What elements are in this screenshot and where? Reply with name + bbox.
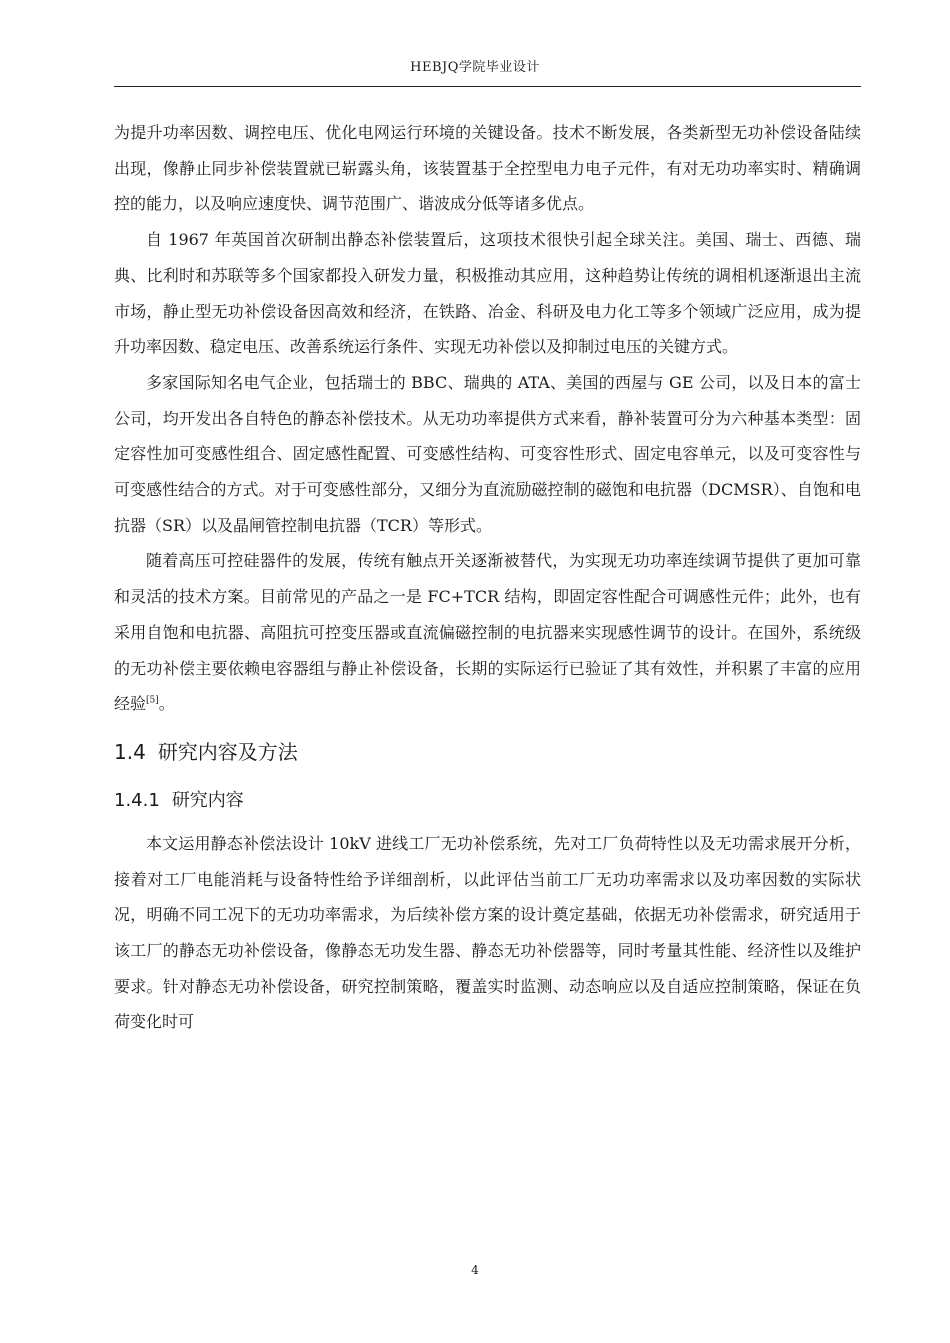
paragraph-research-content: 本文运用静态补偿法设计 10kV 进线工厂无功补偿系统，先对工厂负荷特性以及无功需求展开分析，接着对工厂电能消耗与设备特性给予详细剖析，以此评估当前工厂无功功率需求以及功率因数的实际状况，明确不同工况下的无功功率需求，为后续补偿方案的设计奠定基础，依据无功补偿需求，研究适用于该工厂的静态无功补偿设备，像静态无功发生器、静态无功补偿器等，同时考量其性能、经济性以及维护要求。针对静态无功补偿设备，研究控制策略，覆盖实时监测、动态响应以及自适应控制策略，保证在负荷变化时可 [114, 833, 861, 1032]
paragraph-thyristor-text: 随着高压可控硅器件的发展，传统有触点开关逐渐被替代，为实现无功功率连续调节提供了更加可靠和灵活的技术方案。目前常见的产品之一是 FC+TCR 结构，即固定容性配合可调感性元件；此外，也有采用自饱和电抗器、高阻抗可控变压器或直流偏磁控制的电抗器来实现感性调节的设计。在国外，系统级的无功补偿主要依赖电容器组与静止补偿设备，长期的实际运行已验证了其有效性，并积累了丰富的应用经验 [114, 551, 861, 714]
subsection-number: 1.4.1 [114, 789, 160, 811]
section-heading [114, 728, 861, 776]
page-body [114, 115, 861, 1040]
citation-ref: [5] [146, 695, 159, 706]
subsection-heading [114, 776, 861, 826]
page-number: 4 [471, 1263, 479, 1277]
paragraph-history: 自 1967 年英国首次研制出静态补偿装置后，这项技术很快引起全球关注。美国、瑞士、西德、瑞典、比利时和苏联等多个国家都投入研发力量，积极推动其应用，这种趋势让传统的调相机逐渐退出主流市场，静止型无功补偿设备因高效和经济，在铁路、冶金、科研及电力化工等多个领域广泛应用，成为提升功率因数、稳定电压、改善系统运行条件、实现无功补偿以及抑制过电压的关键方式。 [114, 230, 861, 357]
section-number: 1.4 [114, 739, 146, 764]
header-divider [114, 86, 861, 87]
paragraph-thyristor [114, 543, 861, 722]
section-title: 研究内容及方法 [157, 739, 298, 764]
paragraph-companies: 多家国际知名电气企业，包括瑞士的 BBC、瑞典的 ATA、美国的西屋与 GE 公司，以及日本的富士公司，均开发出各自特色的静态补偿技术。从无功功率提供方式来看，静补装置可分为六种基本类型：固定容性加可变感性组合、固定感性配置、可变感性结构、可变容性形式、固定电容单元，以及可变容性与可变感性结合的方式。对于可变感性部分，又细分为直流励磁控制的磁饱和电抗器（DCMSR）、自饱和电抗器（SR）以及晶闸管控制电抗器（TCR）等形式。 [114, 372, 861, 535]
page-header: HEBJQ学院毕业设计 [410, 60, 540, 75]
subsection-title: 研究内容 [171, 789, 244, 811]
paragraph-thyristor-end: 。 [158, 694, 175, 714]
paragraph-continued: 为提升功率因数、调控电压、优化电网运行环境的关键设备。技术不断发展，各类新型无功补偿设备陆续出现，像静止同步补偿装置就已崭露头角，该装置基于全控型电力电子元件，有对无功功率实时、精确调控的能力，以及响应速度快、调节范围广、谐波成分低等诸多优点。 [114, 123, 861, 214]
